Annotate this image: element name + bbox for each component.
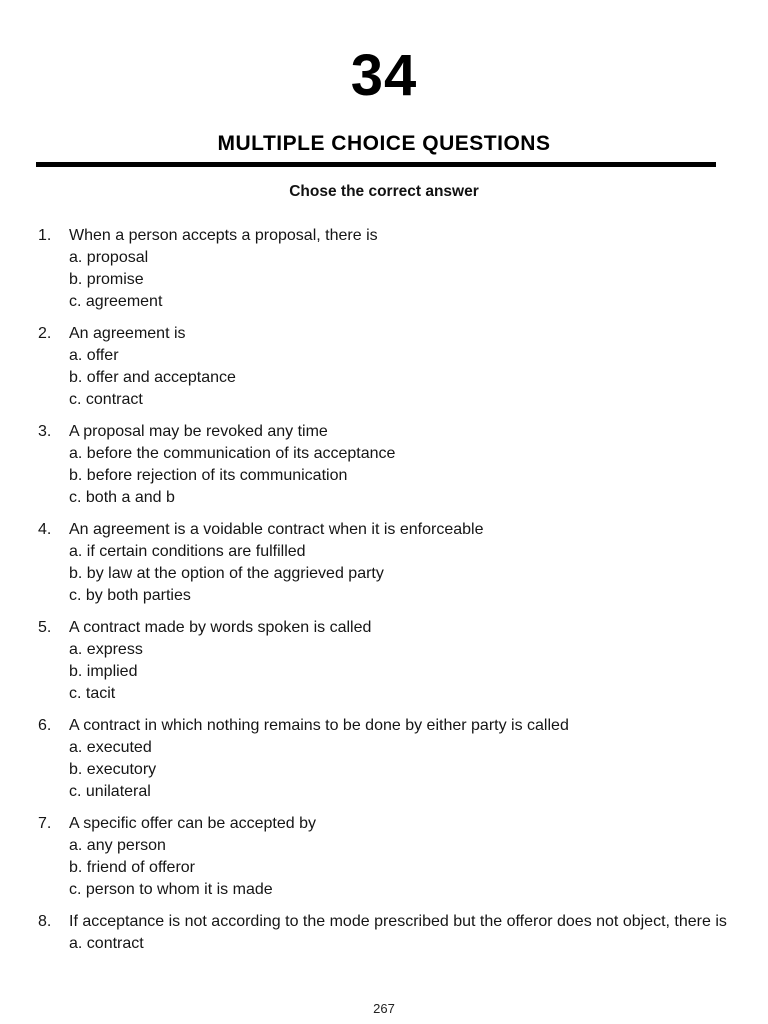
answer-option: b. offer and acceptance — [69, 369, 236, 386]
answer-option: a. any person — [69, 837, 166, 854]
answer-option: b. by law at the option of the aggrieved party — [69, 565, 384, 582]
question-item — [38, 617, 728, 705]
question-text: A contract made by words spoken is called — [69, 619, 372, 636]
answer-option: a. offer — [69, 347, 119, 364]
answer-option: b. executory — [69, 761, 157, 778]
answer-option: c. person to whom it is made — [69, 881, 273, 898]
question-item — [38, 519, 728, 607]
question-number: 1. — [38, 227, 52, 244]
question-number: 7. — [38, 815, 52, 832]
question-number: 4. — [38, 521, 52, 538]
question-item — [38, 813, 728, 901]
answer-option: a. proposal — [69, 249, 149, 266]
answer-option: b. implied — [69, 663, 138, 680]
answer-option: c. contract — [69, 391, 143, 408]
question-number: 2. — [38, 325, 52, 342]
answer-option: c. by both parties — [69, 587, 191, 604]
answer-option: c. unilateral — [69, 783, 151, 800]
answer-option: b. promise — [69, 271, 144, 288]
question-number: 6. — [38, 717, 52, 734]
answer-option: a. if certain conditions are fulfilled — [69, 543, 306, 560]
question-text: An agreement is — [69, 325, 186, 342]
question-text: A proposal may be revoked any time — [69, 423, 328, 440]
question-item — [38, 323, 728, 411]
answer-option: c. tacit — [69, 685, 116, 702]
question-item — [38, 225, 728, 313]
chapter-title: MULTIPLE CHOICE QUESTIONS — [217, 132, 551, 155]
question-item — [38, 911, 728, 955]
title-divider — [36, 162, 716, 167]
answer-option: a. executed — [69, 739, 152, 756]
question-text: If acceptance is not according to the mode prescribed but the offeror does not object, there is — [69, 913, 727, 930]
answer-option: a. before the communication of its acceptance — [69, 445, 396, 462]
answer-option: b. before rejection of its communication — [69, 467, 348, 484]
question-text: When a person accepts a proposal, there is — [69, 227, 378, 244]
answer-option: c. agreement — [69, 293, 163, 310]
question-text: An agreement is a voidable contract when it is enforceable — [69, 521, 484, 538]
answer-option: b. friend of offeror — [69, 859, 195, 876]
question-number: 3. — [38, 423, 52, 440]
answer-option: a. contract — [69, 935, 144, 952]
question-item — [38, 421, 728, 509]
question-number: 8. — [38, 913, 52, 930]
answer-option: a. express — [69, 641, 143, 658]
page-number: 267 — [373, 1001, 395, 1016]
question-list — [38, 225, 728, 965]
instruction: Chose the correct answer — [289, 183, 479, 200]
answer-option: c. both a and b — [69, 489, 175, 506]
question-item — [38, 715, 728, 803]
question-text: A contract in which nothing remains to be done by either party is called — [69, 717, 569, 734]
question-text: A specific offer can be accepted by — [69, 815, 316, 832]
chapter-number: 34 — [350, 43, 418, 108]
question-number: 5. — [38, 619, 52, 636]
